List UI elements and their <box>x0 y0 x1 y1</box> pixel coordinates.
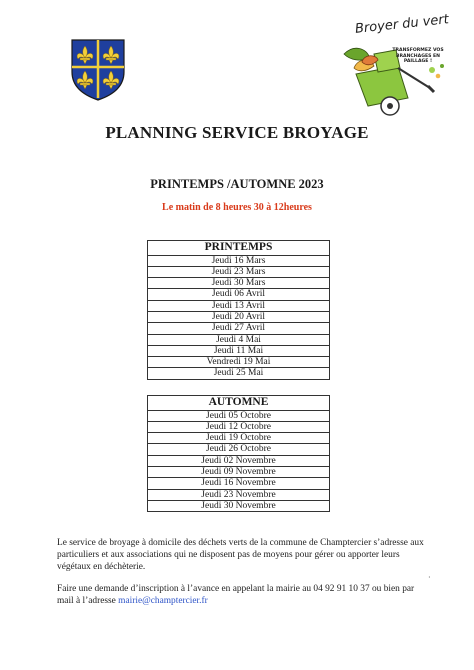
printemps-date: Jeudi 06 Avril <box>148 289 330 300</box>
printemps-date: Jeudi 30 Mars <box>148 278 330 289</box>
automne-date: Jeudi 12 Octobre <box>148 421 330 432</box>
logo-subtitle: TRANSFORMEZ VOS BRANCHAGES EN PAILLAGE ! <box>392 48 444 64</box>
automne-date: Jeudi 26 Octobre <box>148 444 330 455</box>
automne-date: Jeudi 05 Octobre <box>148 410 330 421</box>
automne-date: Jeudi 02 Novembre <box>148 455 330 466</box>
printemps-date: Jeudi 23 Mars <box>148 266 330 277</box>
decorative-dot: · <box>428 573 431 582</box>
service-description: Le service de broyage à domicile des déchets verts de la commune de Champtercier s’adresse aux particuliers et aux associations qui ne disposent pas de moyens pour gérer ou apporter leurs végétaux en déchèterie. <box>57 538 424 572</box>
printemps-date: Jeudi 20 Avril <box>148 311 330 322</box>
printemps-date: Jeudi 27 Avril <box>148 323 330 334</box>
email-link[interactable]: mairie@champtercier.fr <box>118 596 208 606</box>
automne-date: Jeudi 30 Novembre <box>148 500 330 511</box>
automne-heading: AUTOMNE <box>148 396 330 411</box>
fleur-de-lis-coat-of-arms-icon <box>70 38 126 102</box>
page-subtitle: PRINTEMPS /AUTOMNE 2023 <box>150 177 324 191</box>
automne-date: Jeudi 19 Octobre <box>148 433 330 444</box>
printemps-date: Jeudi 16 Mars <box>148 255 330 266</box>
printemps-date: Vendredi 19 Mai <box>148 357 330 368</box>
printemps-date: Jeudi 25 Mai <box>148 368 330 379</box>
automne-date: Jeudi 23 Novembre <box>148 489 330 500</box>
schedule-hours: Le matin de 8 heures 30 à 12heures <box>162 202 312 213</box>
registration-text: Faire une demande d’inscription à l’avance en appelant la mairie au 04 92 91 10 37 ou bien par mail à l’adresse <box>57 584 415 606</box>
printemps-heading: PRINTEMPS <box>148 241 330 256</box>
automne-table <box>147 395 330 512</box>
printemps-date: Jeudi 13 Avril <box>148 300 330 311</box>
automne-date: Jeudi 16 Novembre <box>148 478 330 489</box>
printemps-table <box>147 240 330 380</box>
printemps-date: Jeudi 4 Mai <box>148 334 330 345</box>
printemps-date: Jeudi 11 Mai <box>148 345 330 356</box>
automne-date: Jeudi 09 Novembre <box>148 466 330 477</box>
page-title: PLANNING SERVICE BROYAGE <box>105 123 369 142</box>
registration-instructions <box>57 583 429 607</box>
logo-title: Broyer du vert <box>354 12 450 37</box>
